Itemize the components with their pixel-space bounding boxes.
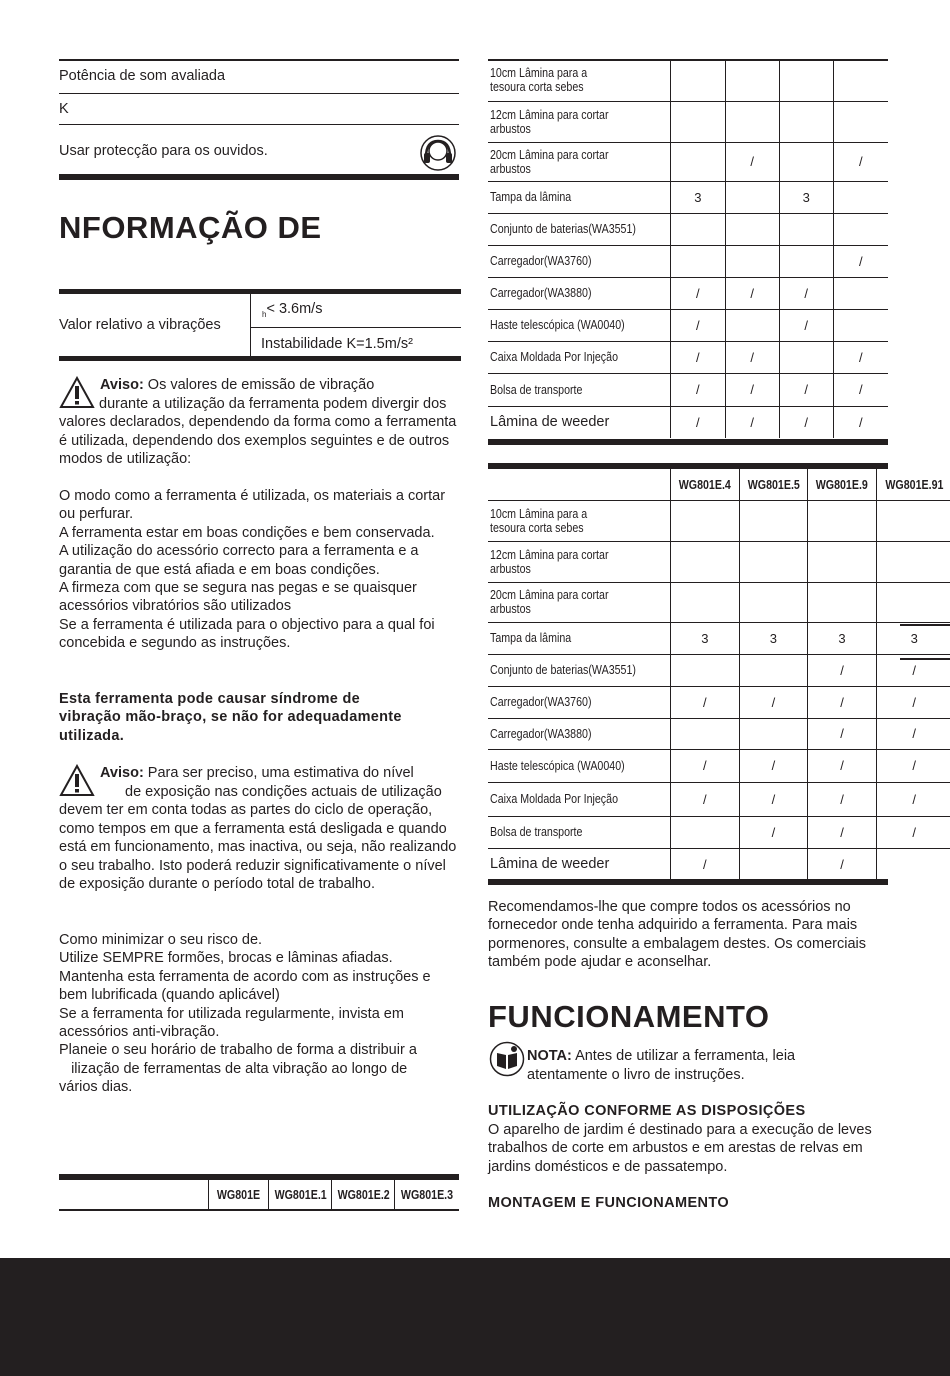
availability-cell: / bbox=[739, 782, 808, 816]
accessory-label: Conjunto de baterias(WA3551) bbox=[488, 213, 671, 245]
table-row bbox=[488, 718, 950, 749]
availability-cell bbox=[725, 101, 779, 142]
side-tab-top bbox=[900, 624, 950, 626]
availability-cell: / bbox=[833, 341, 888, 373]
availability-cell: 3 bbox=[739, 622, 808, 654]
table-row bbox=[488, 277, 888, 309]
availability-cell bbox=[671, 654, 740, 686]
accessory-label: Conjunto de baterias(WA3551) bbox=[488, 654, 671, 686]
availability-cell bbox=[876, 500, 950, 541]
availability-cell bbox=[833, 181, 888, 213]
availability-cell: / bbox=[808, 848, 877, 880]
accessory-label: Carregador(WA3760) bbox=[488, 686, 671, 718]
availability-cell: / bbox=[671, 309, 726, 341]
utilizacao-heading: UTILIZAÇÃO CONFORME AS DISPOSIÇÕES bbox=[488, 1103, 806, 1119]
table-header-row bbox=[488, 469, 950, 500]
syndrome-warning: Esta ferramenta pode causar síndrome de vibração mão-braço, se não for adequadamente utilizada. bbox=[59, 691, 402, 744]
availability-cell bbox=[725, 60, 779, 101]
availability-cell: / bbox=[725, 277, 779, 309]
availability-cell: / bbox=[725, 142, 779, 181]
availability-cell bbox=[725, 245, 779, 277]
table1-header-cell: WG801E bbox=[216, 1187, 261, 1202]
availability-cell bbox=[833, 213, 888, 245]
side-tab-bottom bbox=[900, 658, 950, 660]
model-name: WG801E.5 bbox=[747, 476, 800, 492]
availability-cell: / bbox=[725, 341, 779, 373]
minimize-paragraph: Como minimizar o seu risco de. Utilize SEMPRE formões, brocas e lâminas afiadas. Mantenha esta ferramenta de acordo com as instruções e bem lubrificada (quando aplicável) Se a ferramenta for utilizada regularmente, invista em acessórios anti-vibração. Planeie o seu horário de trabalho de forma a distribuir a ilização de ferramentas de alta vibração ao longo de vários dias. bbox=[59, 932, 431, 1096]
availability-cell: 3 bbox=[671, 181, 726, 213]
vibration-value: $_h$< 3.6m/s bbox=[262, 301, 323, 319]
table-row bbox=[488, 582, 950, 622]
table-row bbox=[488, 654, 950, 686]
accessory-label: Carregador(WA3760) bbox=[488, 245, 671, 277]
availability-cell bbox=[725, 309, 779, 341]
table1-header-cell: WG801E.2 bbox=[337, 1187, 390, 1202]
availability-cell bbox=[671, 101, 726, 142]
availability-cell bbox=[779, 60, 833, 101]
availability-cell: / bbox=[876, 816, 950, 848]
table-row bbox=[488, 848, 950, 880]
availability-cell bbox=[671, 718, 740, 749]
availability-cell bbox=[779, 213, 833, 245]
availability-cell: / bbox=[739, 816, 808, 848]
availability-cell: / bbox=[808, 654, 877, 686]
accessory-label: 10cm Lâmina para a tesoura corta sebes bbox=[488, 60, 671, 101]
utilizacao-text: O aparelho de jardim é destinado para a execução de leves trabalhos de corte em arbustos e em arestas de relvas em jardins domésticos e de passatempo. bbox=[488, 1122, 872, 1175]
funcionamento-heading: FUNCIONAMENTO bbox=[488, 999, 770, 1034]
availability-cell bbox=[833, 277, 888, 309]
table-header-cell bbox=[739, 469, 808, 500]
uncertainty-k-label: K bbox=[59, 101, 69, 117]
table-row bbox=[488, 622, 950, 654]
accessory-label: Lâmina de weeder bbox=[490, 414, 610, 431]
availability-cell bbox=[725, 181, 779, 213]
read-manual-icon bbox=[489, 1041, 525, 1077]
table1-header-cell: WG801E.1 bbox=[274, 1187, 327, 1202]
availability-cell: / bbox=[779, 309, 833, 341]
accessory-table-2 bbox=[488, 469, 950, 880]
availability-cell: / bbox=[876, 718, 950, 749]
availability-cell bbox=[739, 654, 808, 686]
table-row bbox=[488, 309, 888, 341]
sound-power-label: Potência de som avaliada bbox=[59, 68, 226, 84]
availability-cell: / bbox=[671, 406, 726, 438]
availability-cell bbox=[739, 582, 808, 622]
accessory-label: 20cm Lâmina para cortar arbustos bbox=[488, 582, 671, 622]
table-row bbox=[488, 749, 950, 782]
accessory-label: Lâmina de weeder bbox=[490, 856, 610, 873]
accessory-label: Carregador(WA3880) bbox=[488, 718, 671, 749]
availability-cell: / bbox=[876, 749, 950, 782]
availability-cell bbox=[739, 848, 808, 880]
accessory-label: 10cm Lâmina para a tesoura corta sebes bbox=[488, 500, 671, 541]
table-row bbox=[488, 213, 888, 245]
table-row bbox=[488, 60, 888, 101]
availability-cell bbox=[876, 582, 950, 622]
model-name: WG801E.4 bbox=[678, 476, 731, 492]
accessory-label: Caixa Moldada Por Injeção bbox=[488, 782, 671, 816]
availability-cell bbox=[779, 142, 833, 181]
availability-cell bbox=[671, 582, 740, 622]
table-row bbox=[488, 686, 950, 718]
availability-cell: / bbox=[808, 782, 877, 816]
accessory-label: Haste telescópica (WA0040) bbox=[488, 309, 671, 341]
model-name: WG801E.91 bbox=[885, 476, 944, 492]
table-row bbox=[488, 406, 888, 438]
availability-cell: / bbox=[779, 277, 833, 309]
availability-cell: 3 bbox=[808, 622, 877, 654]
availability-cell: 3 bbox=[671, 622, 740, 654]
table-row bbox=[488, 782, 950, 816]
vibration-label: Valor relativo a vibrações bbox=[59, 317, 221, 333]
warning1-body: durante a utilização da ferramenta podem divergir dos valores declarados, dependendo da forma como a ferramenta é utilizada, dependendo dos exemplos seguintes e de outros modos de utilização: bbox=[59, 396, 457, 468]
availability-cell bbox=[739, 718, 808, 749]
accessory-label: Carregador(WA3880) bbox=[488, 277, 671, 309]
availability-cell: / bbox=[779, 373, 833, 406]
availability-cell: / bbox=[671, 373, 726, 406]
accessory-label: 20cm Lâmina para cortar arbustos bbox=[488, 142, 671, 181]
info-heading: NFORMAÇÃO DE bbox=[59, 210, 322, 245]
table-row bbox=[488, 245, 888, 277]
availability-cell: / bbox=[876, 782, 950, 816]
availability-cell: / bbox=[725, 373, 779, 406]
instability-value: Instabilidade K=1.5m/s² bbox=[261, 336, 413, 352]
availability-cell bbox=[779, 245, 833, 277]
usage-paragraph: O modo como a ferramenta é utilizada, os materiais a cortar ou perfurar. A ferramenta estar em boas condições e bem conservada. A utilização do acessório correcto para a ferramenta e a garantia de que está afiada e em boas condições. A firmeza com que se segura nas pegas e se quaisquer acessórios vibratórios são utilizados Se a ferramenta é utilizada para o objectivo para a qual foi concebida e segundo as instruções. bbox=[59, 488, 446, 652]
table-row bbox=[488, 181, 888, 213]
availability-cell: / bbox=[671, 782, 740, 816]
table-header-cell bbox=[808, 469, 877, 500]
availability-cell: / bbox=[671, 277, 726, 309]
availability-cell bbox=[833, 309, 888, 341]
accessory-label: 12cm Lâmina para cortar arbustos bbox=[488, 101, 671, 142]
availability-cell bbox=[808, 500, 877, 541]
availability-cell bbox=[833, 60, 888, 101]
table-row bbox=[488, 816, 950, 848]
availability-cell: / bbox=[808, 749, 877, 782]
availability-cell: / bbox=[739, 686, 808, 718]
availability-cell bbox=[671, 500, 740, 541]
availability-cell: / bbox=[808, 718, 877, 749]
table-row bbox=[488, 142, 888, 181]
availability-cell bbox=[671, 541, 740, 582]
availability-cell bbox=[739, 500, 808, 541]
availability-cell: / bbox=[833, 245, 888, 277]
accessory-label: Tampa da lâmina bbox=[488, 181, 671, 213]
table-header-cell bbox=[876, 469, 950, 500]
model-name: WG801E.9 bbox=[815, 476, 869, 492]
accessory-label: Bolsa de transporte bbox=[488, 816, 671, 848]
availability-cell bbox=[671, 213, 726, 245]
availability-cell bbox=[808, 541, 877, 582]
availability-cell: / bbox=[671, 341, 726, 373]
availability-cell: / bbox=[833, 142, 888, 181]
ear-protection-icon bbox=[418, 135, 458, 171]
availability-cell: 3 bbox=[779, 181, 833, 213]
table-row bbox=[488, 373, 888, 406]
availability-cell bbox=[725, 213, 779, 245]
availability-cell bbox=[779, 341, 833, 373]
availability-cell bbox=[671, 142, 726, 181]
warning2-body: de exposição nas condições actuais de utilização devem ter em conta todas as partes do ciclo de operação, como tempos em que a ferramenta está desligada e quando está em funcionamento, mas inactiva, ou seja, não realizando o seu trabalho. Isto poderá reduzir significativamente o nível de exposição durante o período total de trabalho. bbox=[59, 784, 457, 893]
accessory-label: Caixa Moldada Por Injeção bbox=[488, 341, 671, 373]
availability-cell: / bbox=[833, 406, 888, 438]
availability-cell: / bbox=[808, 816, 877, 848]
availability-cell: / bbox=[725, 406, 779, 438]
availability-cell: / bbox=[671, 848, 740, 880]
table-header-cell bbox=[671, 469, 740, 500]
accessory-label: Haste telescópica (WA0040) bbox=[488, 749, 671, 782]
table-row bbox=[488, 101, 888, 142]
availability-cell bbox=[671, 245, 726, 277]
availability-cell: 3 bbox=[876, 622, 950, 654]
warning1-first-line: Aviso: Os valores de emissão de vibração bbox=[100, 377, 375, 393]
accessory-label: Tampa da lâmina bbox=[488, 622, 671, 654]
table-row bbox=[488, 541, 950, 582]
warning2-first-line: Aviso: Para ser preciso, uma estimativa do nível bbox=[100, 765, 414, 781]
availability-cell: / bbox=[739, 749, 808, 782]
table1-header-cell: WG801E.3 bbox=[400, 1187, 454, 1202]
availability-cell: / bbox=[671, 749, 740, 782]
availability-cell bbox=[739, 541, 808, 582]
montagem-heading: MONTAGEM E FUNCIONAMENTO bbox=[488, 1195, 730, 1211]
nota-first-line: NOTA: Antes de utilizar a ferramenta, leia bbox=[527, 1048, 796, 1064]
table-row bbox=[488, 500, 950, 541]
availability-cell bbox=[833, 101, 888, 142]
ear-protection-label: Usar protecção para os ouvidos. bbox=[59, 143, 268, 159]
availability-cell: / bbox=[876, 654, 950, 686]
availability-cell: / bbox=[876, 686, 950, 718]
availability-cell: / bbox=[671, 686, 740, 718]
availability-cell: / bbox=[808, 686, 877, 718]
availability-cell bbox=[779, 101, 833, 142]
availability-cell bbox=[671, 816, 740, 848]
availability-cell bbox=[876, 541, 950, 582]
availability-cell: / bbox=[779, 406, 833, 438]
recommend-paragraph: Recomendamos-lhe que compre todos os acessórios no fornecedor onde tenha adquirido a ferramenta. Para mais pormenores, consulte a embalagem destes. Os comerciais também pode ajudar e aconselhar. bbox=[488, 899, 866, 971]
accessory-label: 12cm Lâmina para cortar arbustos bbox=[488, 541, 671, 582]
table-header-empty bbox=[488, 469, 671, 500]
availability-cell: / bbox=[833, 373, 888, 406]
availability-cell bbox=[671, 60, 726, 101]
table-row bbox=[488, 341, 888, 373]
availability-cell bbox=[808, 582, 877, 622]
accessory-label: Bolsa de transporte bbox=[488, 373, 671, 406]
page-footer-band bbox=[0, 1258, 950, 1376]
nota-second-line: atentamente o livro de instruções. bbox=[527, 1067, 745, 1083]
accessory-table-1 bbox=[488, 60, 888, 438]
availability-cell bbox=[876, 848, 950, 880]
